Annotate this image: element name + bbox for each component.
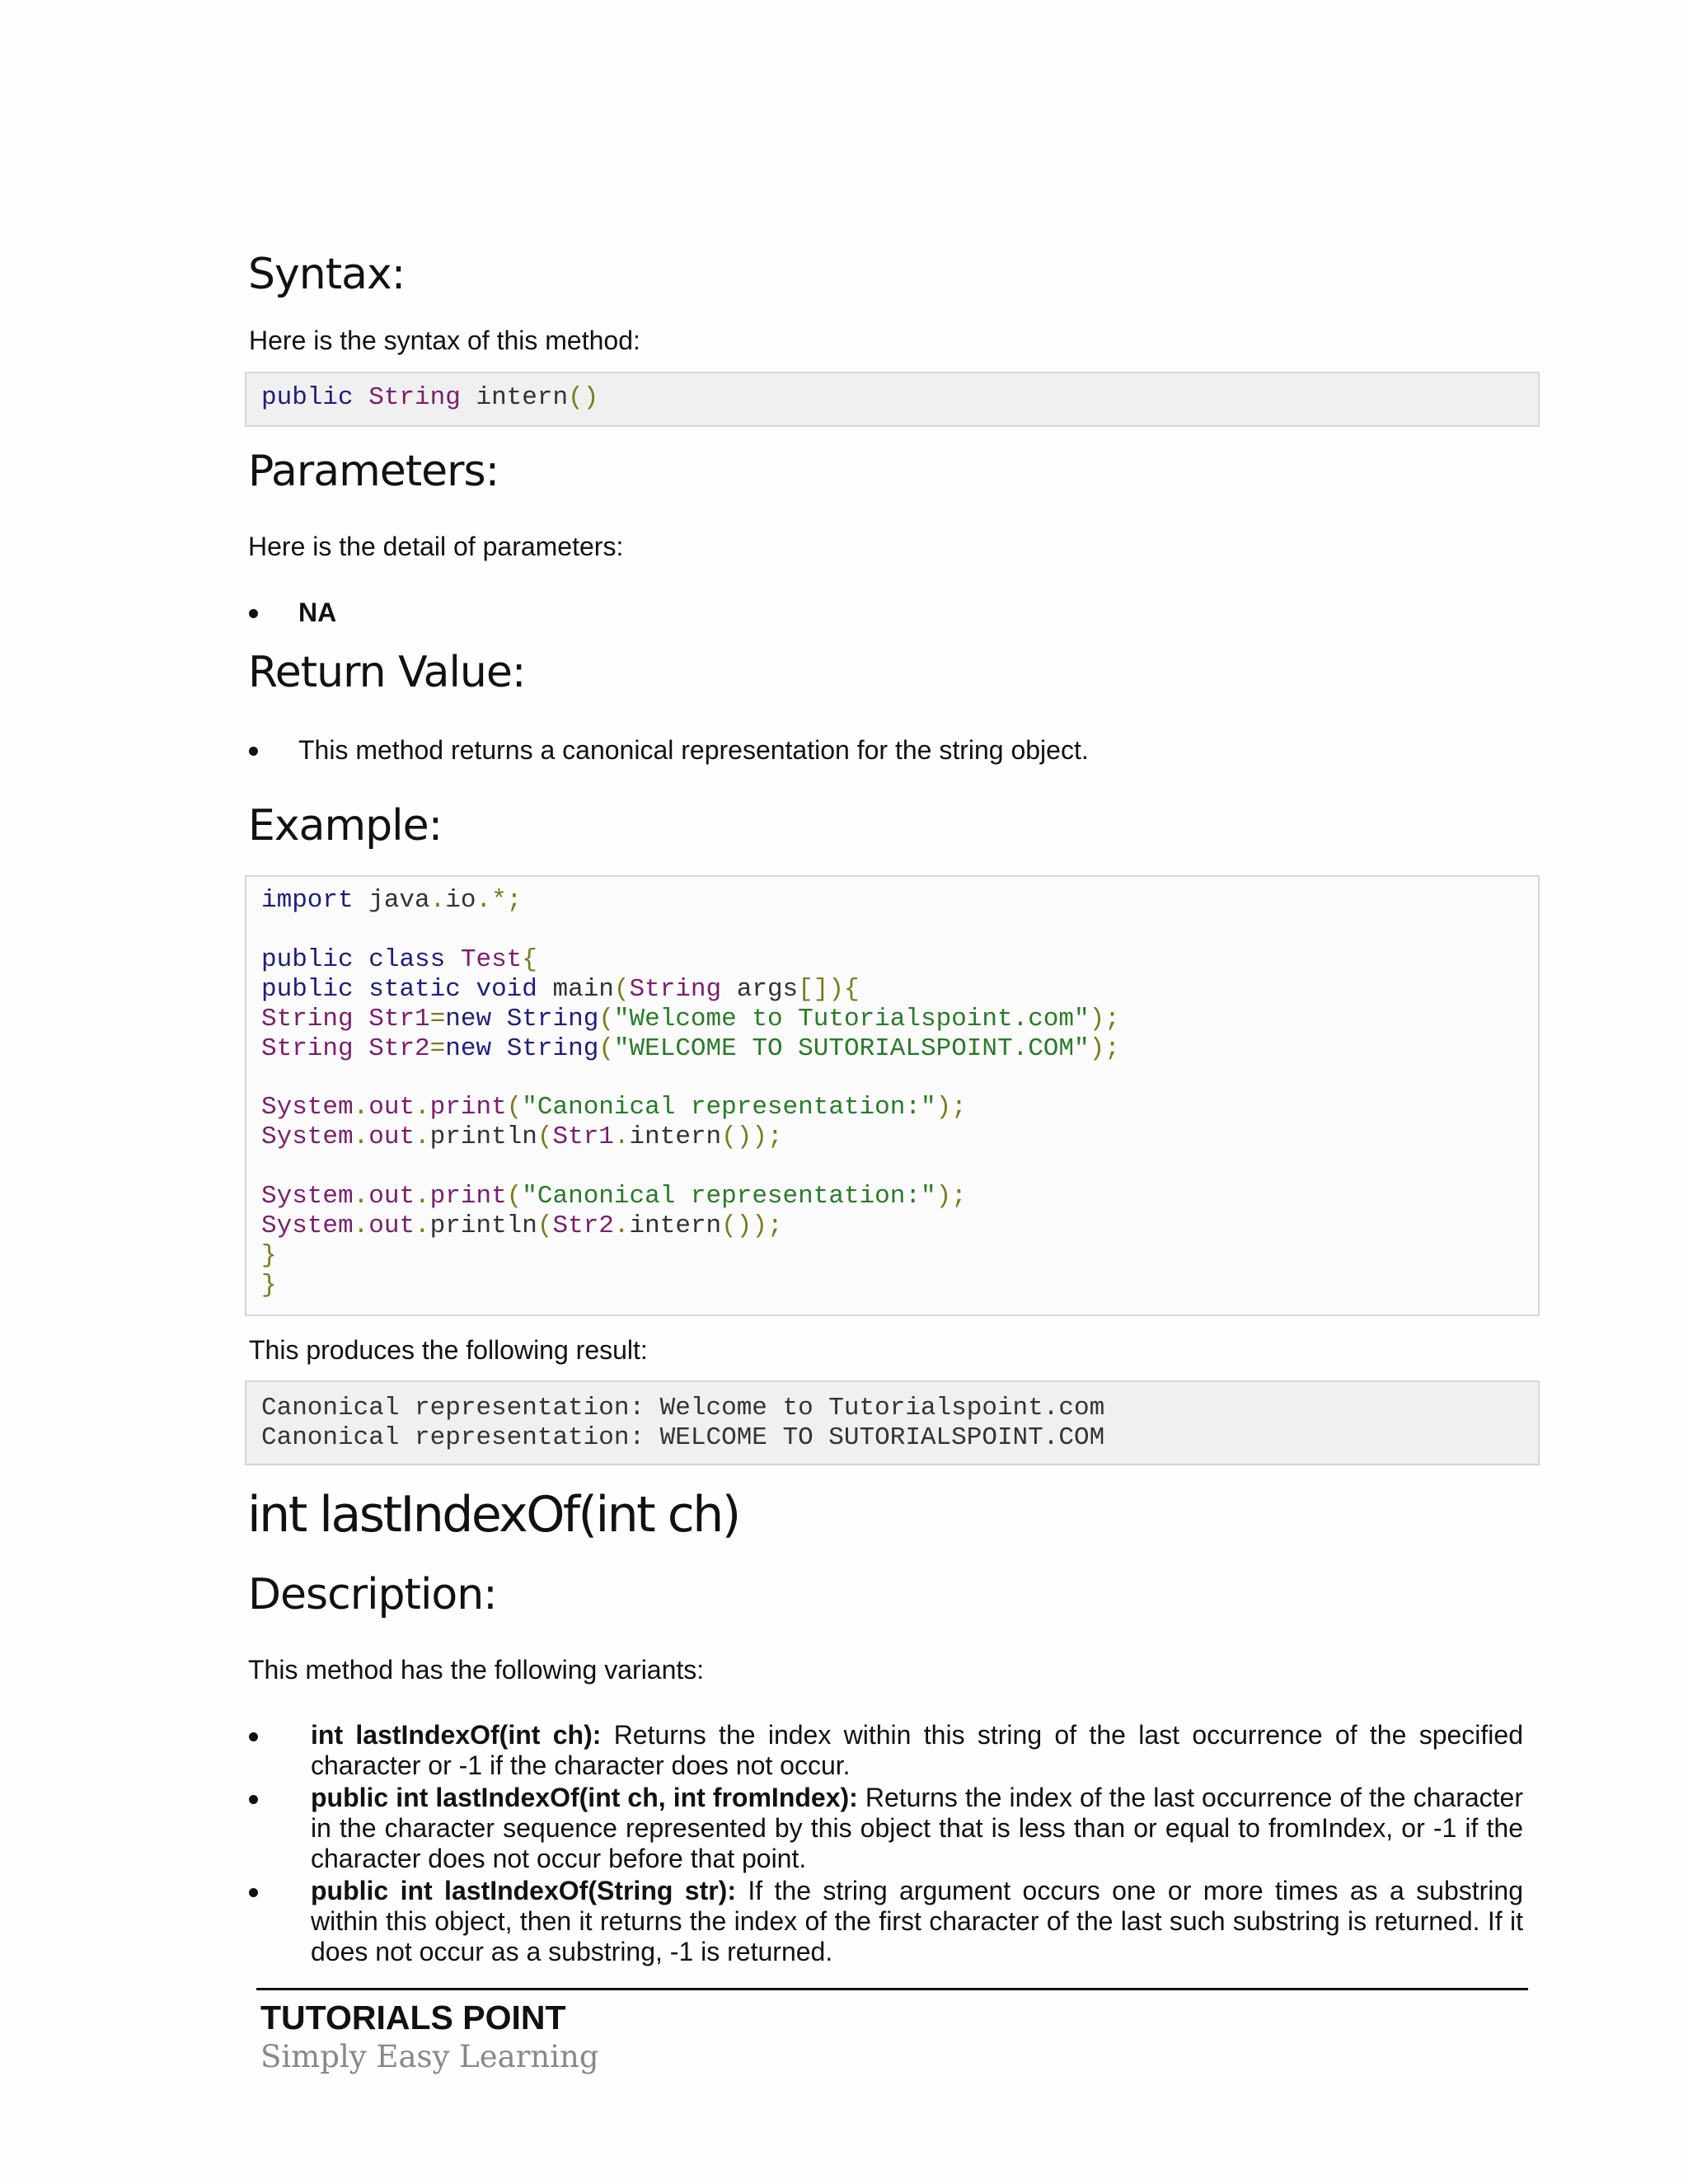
description-heading: Description: [248,1570,497,1619]
code-line [261,975,860,1005]
code-line [261,886,522,916]
code-token: ( [506,1182,523,1211]
code-token: ); [1089,1004,1120,1033]
code-token: } [261,1270,277,1300]
syntax-heading: Syntax: [248,250,406,299]
variant-item [311,1876,1523,1967]
code-token: String [261,1033,354,1063]
variant-signature: int lastIndexOf(int ch): [311,1720,602,1750]
variant-item [311,1720,1523,1781]
code-token: intern [629,1122,722,1152]
code-token: out [368,1093,415,1122]
code-line [261,1271,277,1301]
code-token: String [629,974,722,1004]
code-token [461,975,476,1004]
code-line [261,1182,967,1212]
code-token: . [415,1211,430,1240]
code-token: out [368,1211,415,1240]
syntax-code-block [245,372,1540,427]
method-title: int lastIndexOf(int ch) [247,1486,739,1544]
code-token: Str2 [368,1033,430,1063]
code-token: { [522,944,537,974]
code-line [261,383,598,413]
parameters-bullet: NA [298,598,337,627]
code-token: out [368,1122,415,1152]
code-token: new [445,1004,492,1033]
code-token: intern [629,1211,722,1240]
code-token: Test [460,944,523,974]
code-token: ( [537,1122,553,1152]
code-token: public [261,944,354,974]
parameters-intro: Here is the detail of parameters: [248,532,624,561]
code-token: ); [935,1093,967,1122]
return-value-bullet: This method returns a canonical representation for the string object. [298,735,1089,765]
code-token: io [445,886,476,915]
code-token: "WELCOME TO SUTORIALSPOINT.COM" [613,1033,1090,1063]
code-token: ( [613,974,630,1004]
code-token: } [261,1240,277,1270]
code-token: ()); [721,1211,783,1240]
code-token: class [368,944,446,974]
code-token [354,1005,369,1033]
bullet-icon [249,609,258,618]
output-block [245,1380,1540,1465]
code-token [445,945,461,974]
footer-tagline: Simply Easy Learning [260,2039,599,2074]
code-token: . [353,1211,369,1240]
code-token: Str2 [552,1211,614,1240]
code-token: "Canonical representation:" [522,1093,936,1122]
code-token: args [721,974,799,1004]
code-token: = [429,1004,446,1033]
code-token: print [429,1093,507,1122]
code-line [261,1034,1120,1064]
code-token [354,945,369,974]
syntax-intro: Here is the syntax of this method: [249,326,640,355]
code-token: . [353,1122,369,1152]
code-token: . [429,886,446,915]
variant-item [311,1783,1523,1874]
code-token: ( [598,1033,614,1063]
code-token: .*; [476,886,523,915]
result-intro: This produces the following result: [249,1335,648,1365]
code-token: System [261,1122,354,1152]
code-token: []){ [798,974,860,1004]
code-token: println [429,1122,537,1152]
bullet-icon [249,1795,258,1804]
footer-brand: TUTORIALS POINT [260,1999,566,2036]
code-token: ); [1089,1033,1120,1063]
return-value-heading: Return Value: [248,648,526,697]
variant-text: If the string argument occurs one or more times as a substring within this object, then it returns the index of the first character of the last such substring is returned. If it does not occur as a substring, -1 is returned. [311,1876,1524,1966]
code-token: ( [506,1093,523,1122]
parameters-heading: Parameters: [248,447,499,496]
code-token: out [368,1182,415,1211]
variant-signature: public int lastIndexOf(int ch, int fromIndex): [311,1783,858,1812]
code-token: . [353,1093,369,1122]
code-token: import [261,886,354,915]
code-line [261,1212,783,1241]
code-token: . [613,1211,630,1240]
code-token [491,1005,507,1033]
code-token: println [429,1211,537,1240]
code-token: System [261,1182,354,1211]
code-token: "Welcome to Tutorialspoint.com" [613,1004,1090,1033]
code-token: ()); [721,1122,783,1152]
code-token [354,383,369,412]
variant-text: Returns the index within this string of the last occurrence of the specified character or -1 if the character does not occur. [311,1720,1524,1780]
code-line [261,1005,1120,1034]
code-token: = [429,1033,446,1063]
code-token: System [261,1093,354,1122]
code-token: () [568,383,599,412]
output-line: Canonical representation: WELCOME TO SUTORIALSPOINT.COM [261,1423,1105,1452]
bullet-icon [249,747,258,756]
bullet-icon [249,1732,258,1741]
code-token: String [261,1004,354,1033]
code-token: main [537,974,614,1004]
variant-signature: public int lastIndexOf(String str): [311,1876,736,1905]
code-token: intern [460,383,569,412]
code-token: System [261,1211,354,1240]
code-token: new [445,1033,492,1063]
code-token [354,1034,369,1063]
code-token: static [368,974,461,1004]
code-line [261,945,537,975]
code-token: . [613,1122,630,1152]
code-token: . [415,1122,430,1152]
code-token: public [261,974,354,1004]
code-token: public [261,383,354,412]
code-token [354,975,369,1004]
code-token: String [506,1004,599,1033]
code-line [261,1093,967,1122]
code-token: ( [598,1004,614,1033]
code-token: Str1 [552,1122,614,1152]
description-intro: This method has the following variants: [248,1655,705,1685]
code-token: . [415,1093,430,1122]
code-token: . [353,1182,369,1211]
code-token: java [353,886,430,915]
code-token: String [506,1033,599,1063]
code-token: . [415,1182,430,1211]
example-code-block [245,875,1540,1316]
code-token: ); [935,1182,967,1211]
code-line [261,1241,277,1271]
code-token: String [368,383,461,412]
code-token: "Canonical representation:" [522,1182,936,1211]
output-line: Canonical representation: Welcome to Tutorialspoint.com [261,1394,1105,1422]
footer-rule [256,1988,1528,1990]
bullet-icon [249,1888,258,1897]
code-line [261,1122,783,1152]
code-token: ( [537,1211,553,1240]
variant-text: Returns the index of the last occurrence of the character in the character sequence represented by this object that is less than or equal to fromIndex, or -1 if the character does not occur before that point. [311,1783,1524,1873]
code-token: Str1 [368,1004,430,1033]
code-token: print [429,1182,507,1211]
code-token: void [476,974,537,1004]
example-heading: Example: [248,801,443,851]
code-token [491,1034,507,1063]
